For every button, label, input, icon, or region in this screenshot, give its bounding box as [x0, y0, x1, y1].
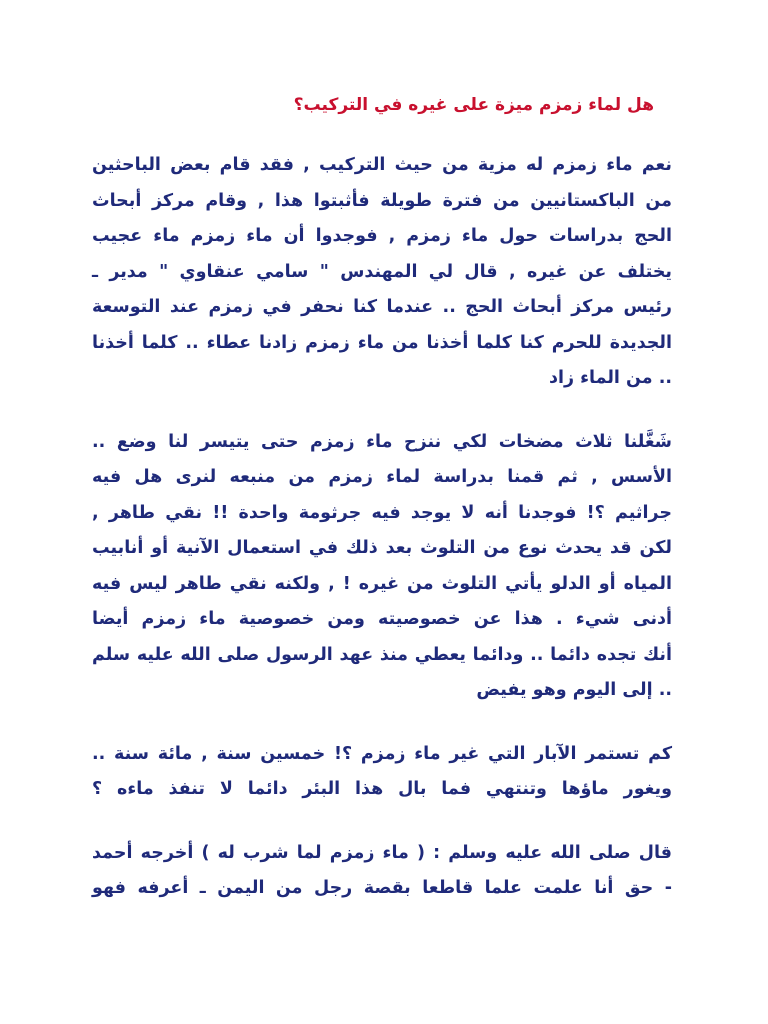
text-line: - حق أنا علمت علما قاطعا بقصة رجل من اليمن ـ أعرفه فهو [92, 878, 672, 898]
text-line: يختلف عن غيره , قال لي المهندس " سامي عنقاوي " مدير ـ [92, 261, 672, 282]
text-line: ويغور ماؤها وتنتهي فما بال هذا البئر دائما لا تنفذ ماءه ؟ [92, 779, 672, 799]
text-line: جراثيم ؟! فوجدنا أنه لا يوجد فيه جرثومة واحدة !! نقي طاهر , [92, 502, 672, 523]
text-line: أنك تجده دائما .. ودائما يعطي منذ عهد الرسول صلى الله عليه سلم [92, 644, 672, 665]
text-line: الأسس , ثم قمنا بدراسة لماء زمزم من منبعه لنرى هل فيه [92, 467, 672, 487]
text-line: .. من الماء زاد [548, 368, 672, 388]
paragraph-2 [92, 425, 672, 709]
text-line: كم تستمر الآبار التي غير ماء زمزم ؟! خمسين سنة , مائة سنة .. [92, 743, 672, 764]
paragraph-4 [92, 836, 672, 907]
text-line: لكن قد يحدث نوع من التلوث بعد ذلك في استعمال الآنية أو أنابيب [92, 538, 672, 558]
text-line: من الباكستانيين من فترة طويلة فأثبتوا هذا , وقام مركز أبحاث [92, 190, 672, 211]
text-line: نعم ماء زمزم له مزية من حيث التركيب , فقد قام بعض الباحثين [92, 155, 672, 175]
text-line: شَغَّلنا ثلاث مضخات لكي ننزح ماء زمزم حتى يتيسر لنا وضع .. [92, 431, 672, 452]
text-line: أدنى شيء . هذا عن خصوصيته ومن خصوصية ماء زمزم أيضا [92, 609, 672, 629]
document-title: هل لماء زمزم ميزة على غيره في التركيب؟ [293, 95, 654, 115]
text-line: رئيس مركز أبحاث الحج .. عندما كنا نحفر في زمزم عند التوسعة [92, 297, 672, 317]
paragraph-1 [92, 148, 672, 397]
text-line: الجديدة للحرم كنا كلما أخذنا من ماء زمزم زادنا عطاء .. كلما أخذنا [92, 332, 672, 353]
text-line: الحج بدراسات حول ماء زمزم , فوجدوا أن ماء زمزم ماء عجيب [92, 226, 672, 246]
text-line: قال صلى الله عليه وسلم : ( ماء زمزم لما شرب له ) أخرجه أحمد [92, 842, 672, 863]
text-line: المياه أو الدلو يأتي التلوث من غيره ! , ولكنه نقي طاهر ليس فيه [92, 573, 672, 594]
text-line: .. إلى اليوم وهو يفيض [476, 680, 672, 700]
paragraph-3 [92, 737, 672, 808]
